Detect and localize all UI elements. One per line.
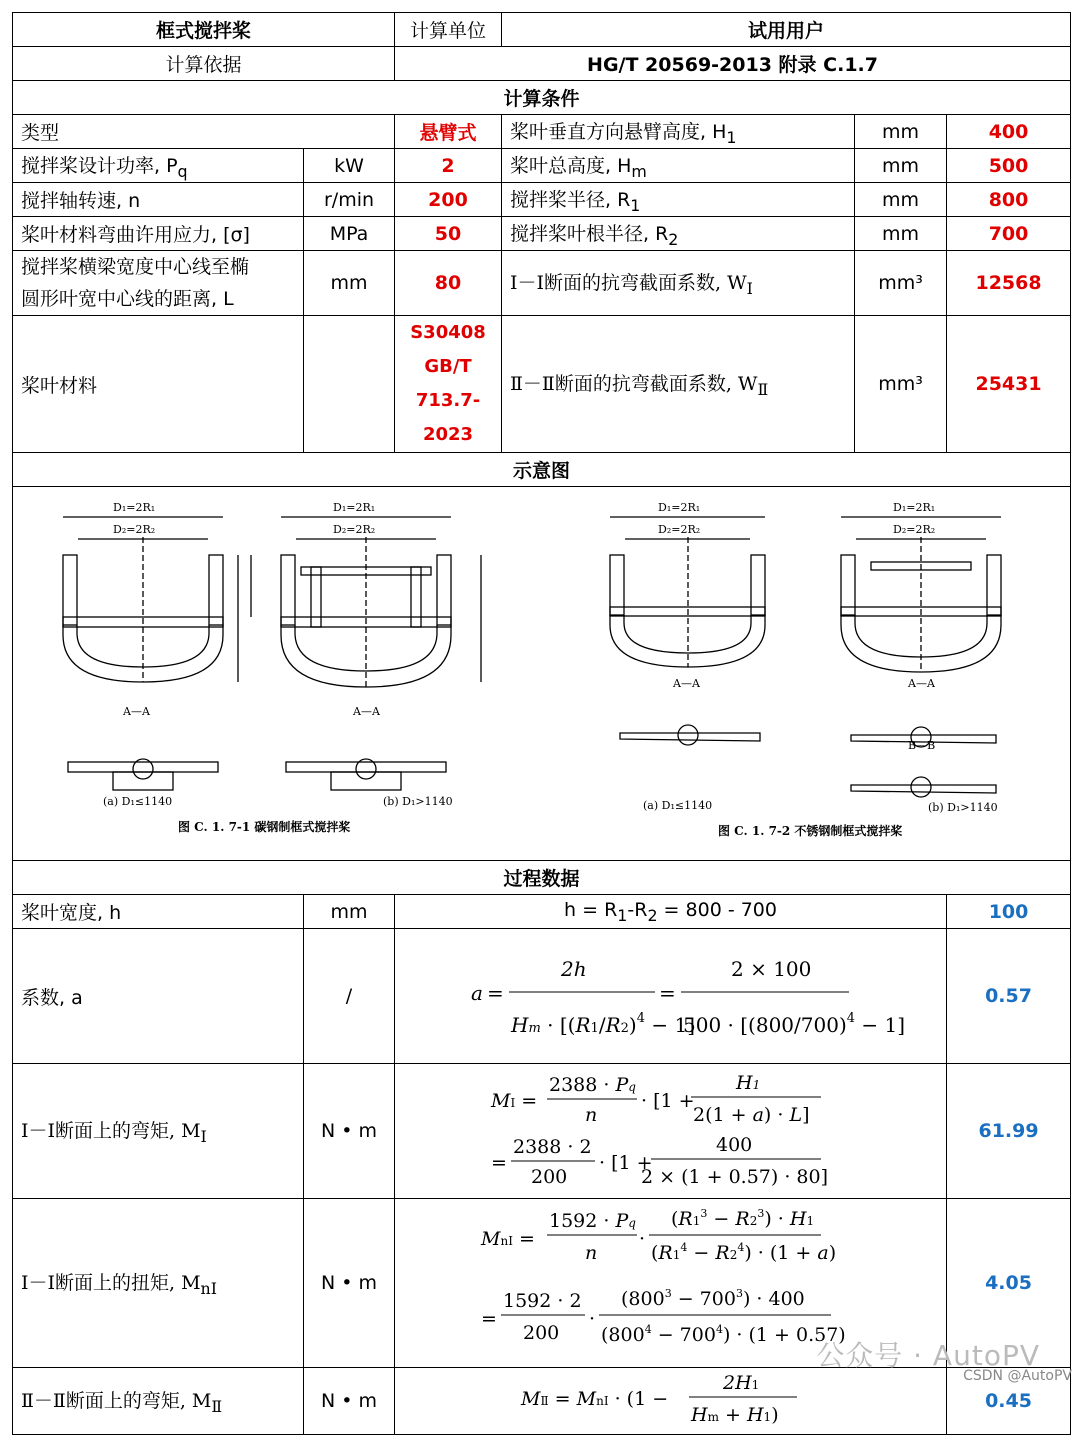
w1-value: 12568 <box>947 251 1071 316</box>
svg-text:(R13 − R23) · H1: $(R1^3 - R2^3) \cdot H1$ <box>670 1206 814 1230</box>
fig2a-aa: A—A <box>673 677 700 690</box>
svg-text:1592 · 2: 1592 · 2 <box>502 1289 582 1312</box>
stress-label: 桨叶材料弯曲许用应力, [σ] <box>13 217 304 251</box>
table-row <box>13 183 1071 217</box>
h1-unit: mm <box>855 115 947 149</box>
fig1b-d2: D₂=2R₂ <box>333 523 376 536</box>
section-conditions: 计算条件 <box>13 81 1071 115</box>
fig2b-aa: A—A <box>908 677 935 690</box>
material-unit <box>304 316 395 453</box>
m1-value: 61.99 <box>947 1064 1071 1199</box>
table-row <box>13 251 1071 316</box>
w2-label: Ⅱ－Ⅱ断面的抗弯截面系数, $W_Ⅱ$ <box>502 316 855 453</box>
coef-value: 0.57 <box>947 929 1071 1064</box>
w1-label: Ⅰ－Ⅰ断面的抗弯截面系数, $W_Ⅰ$ <box>502 251 855 316</box>
w2-value: 25431 <box>947 316 1071 453</box>
table-row <box>13 1368 1071 1435</box>
svg-text:(8004 − 7004) · (1 + 0.57): $(800^4 - 700^4) \cdot (1 + 0.57)$ <box>600 1322 846 1346</box>
r1-value: 800 <box>947 183 1071 217</box>
fig1b-d1: D₁=2R₁ <box>333 501 376 514</box>
speed-value: 200 <box>395 183 502 217</box>
svg-text:a: a <box>470 980 483 1005</box>
r2-unit: mm <box>855 217 947 251</box>
fig2a-d1: D₁=2R₁ <box>658 501 701 514</box>
paddle-drawing <box>13 487 1069 855</box>
dist-value: 80 <box>395 251 502 316</box>
stress-value: 50 <box>395 217 502 251</box>
hm-value: 500 <box>947 149 1071 183</box>
material-label: 桨叶材料 <box>13 316 304 453</box>
coef-equation <box>470 934 905 1054</box>
svg-text:·: · <box>588 1307 595 1330</box>
r1-label: 搅拌桨半径, $R_1$ <box>502 183 855 217</box>
fig1a-aa: A—A <box>123 705 150 718</box>
table-row <box>13 316 1071 453</box>
svg-text:500 · [(800/700)4 − 1]: $500 \cdot [(800/700)^4 - 1]$ <box>682 1010 905 1037</box>
m2-unit: N • m <box>304 1368 395 1435</box>
m2-value: 0.45 <box>947 1368 1071 1435</box>
figure-2b <box>841 517 1001 797</box>
mn-equation <box>481 1201 861 1361</box>
hm-unit: mm <box>855 149 947 183</box>
svg-text:400: 400 <box>715 1133 752 1156</box>
mn-label: Ⅰ－Ⅰ断面上的扭矩, $M_{nⅠ}$ <box>13 1199 304 1368</box>
svg-text:=: = <box>480 1307 497 1330</box>
basis-label: 计算依据 <box>13 47 395 81</box>
svg-text:1592 · Pq: 1592 · Pq <box>548 1209 636 1232</box>
fig2a-sub: (a) D₁≤1140 <box>643 799 713 812</box>
fig2b-sub: (b) D₁>1140 <box>928 801 998 814</box>
svg-text:(8003 − 7003) · 400: $(800^3 - 700^3) \cdot 400$ <box>620 1286 805 1310</box>
m1-equation <box>491 1067 851 1191</box>
section-process: 过程数据 <box>13 861 1071 895</box>
svg-text:· [1 +: · [1 + <box>598 1151 653 1174</box>
m1-label: Ⅰ－Ⅰ断面上的弯矩, $M_Ⅰ$ <box>13 1064 304 1199</box>
svg-text:(R14 − R24) · (1 + a): $(R1^4 - R2^4) \cdot (1 + a)$ <box>650 1240 836 1264</box>
dist-unit: mm <box>304 251 395 316</box>
figure-1a <box>63 517 251 790</box>
m1-unit: N • m <box>304 1064 395 1199</box>
fig1b-sub: (b) D₁>1140 <box>383 795 453 808</box>
svg-text:n: n <box>584 1103 597 1126</box>
svg-text:2388 · 2: 2388 · 2 <box>512 1135 592 1158</box>
power-value: 2 <box>395 149 502 183</box>
fig1a-d2: D₂=2R₂ <box>113 523 156 536</box>
r2-value: 700 <box>947 217 1071 251</box>
svg-text:MnⅠ =: MnⅠ = <box>480 1227 535 1250</box>
h1-value: 400 <box>947 115 1071 149</box>
watermark-csdn: CSDN @AutoPV <box>963 1368 1072 1384</box>
svg-text:2 × 100: 2 × 100 <box>730 956 811 981</box>
svg-text:· [1 +: · [1 + <box>640 1089 695 1112</box>
width-label: 桨叶宽度, h <box>13 895 304 929</box>
svg-text:MⅠ =: MⅠ = <box>490 1089 537 1112</box>
m2-formula <box>395 1368 947 1435</box>
figure-2a <box>610 517 765 745</box>
sheet-title: 框式搅拌桨 <box>13 13 395 47</box>
svg-text:·: · <box>638 1227 645 1250</box>
calc-table <box>12 12 1071 1435</box>
fig2b-d2: D₂=2R₂ <box>893 523 936 536</box>
hm-label: 桨叶总高度, $H_m$ <box>502 149 855 183</box>
fig1a-d1: D₁=2R₁ <box>113 501 156 514</box>
coef-label: 系数, a <box>13 929 304 1064</box>
w1-unit: mm³ <box>855 251 947 316</box>
svg-text:200: 200 <box>522 1321 559 1344</box>
svg-text:2H1: 2H1 <box>722 1371 759 1394</box>
svg-text:MⅡ = MnⅠ · (1 −: MⅡ = MnⅠ · (1 − <box>520 1387 668 1410</box>
material-value: S30408 GB/T 713.7-2023 <box>395 316 502 453</box>
power-label: 搅拌桨设计功率, $P_q$ <box>13 149 304 183</box>
user-label: 试用用户 <box>502 13 1071 47</box>
section-diagram: 示意图 <box>13 453 1071 487</box>
calc-sheet <box>12 12 1070 1435</box>
m2-equation <box>521 1369 821 1429</box>
speed-unit: r/min <box>304 183 395 217</box>
svg-text:n: n <box>584 1241 597 1264</box>
w2-unit: mm³ <box>855 316 947 453</box>
width-formula: $h = R_1-R_2 = 800 - 700$ <box>395 895 947 929</box>
svg-text:2388 · Pq: 2388 · Pq <box>548 1073 636 1096</box>
r2-label: 搅拌桨叶根半径, $R_2$ <box>502 217 855 251</box>
table-row <box>13 115 1071 149</box>
svg-text:=: = <box>658 980 676 1005</box>
m2-label: Ⅱ－Ⅱ断面上的弯矩, $M_Ⅱ$ <box>13 1368 304 1435</box>
svg-text:Hm · [(R1/R2)4 − 1]: $Hm \cdot [(R1/R2)^4 - 1]$ <box>510 1010 695 1037</box>
table-row <box>13 1064 1071 1199</box>
svg-text:H1: H1 <box>735 1071 760 1094</box>
mn-value: 4.05 <box>947 1199 1071 1368</box>
fig1a-sub: (a) D₁≤1140 <box>103 795 173 808</box>
mn-unit: N • m <box>304 1199 395 1368</box>
watermark: 公众号 · AutoPV <box>816 1339 1040 1372</box>
speed-label: 搅拌轴转速, n <box>13 183 304 217</box>
fig2b-bb: B—B <box>908 739 936 752</box>
fig2a-d2: D₂=2R₂ <box>658 523 701 536</box>
svg-text:200: 200 <box>530 1165 567 1188</box>
r1-unit: mm <box>855 183 947 217</box>
figure-1b <box>281 517 481 790</box>
table-row <box>13 895 1071 929</box>
unit-label: 计算单位 <box>395 13 502 47</box>
type-value: 悬臂式 <box>395 115 502 149</box>
svg-text:2(1 + a) · L]: 2(1 + a) · L] <box>692 1103 810 1126</box>
svg-text:=: = <box>486 980 504 1005</box>
table-row <box>13 217 1071 251</box>
caption-1: 图 C. 1. 7-1 碳钢制框式搅拌桨 <box>178 820 351 834</box>
svg-text:2h: 2h <box>560 956 587 981</box>
fig1b-aa: A—A <box>353 705 380 718</box>
svg-text:=: = <box>490 1151 507 1174</box>
table-row <box>13 149 1071 183</box>
fig2b-d1: D₁=2R₁ <box>893 501 936 514</box>
dist-label: 搅拌桨横梁宽度中心线至椭 圆形叶宽中心线的距离, L <box>13 251 304 316</box>
basis-value: HG/T 20569-2013 附录 C.1.7 <box>395 47 1071 81</box>
h1-label: 桨叶垂直方向悬臂高度, $H_1$ <box>502 115 855 149</box>
svg-text:2 × (1 + 0.57) · 80]: 2 × (1 + 0.57) · 80] <box>640 1165 828 1188</box>
stress-unit: MPa <box>304 217 395 251</box>
type-label: 类型 <box>13 115 395 149</box>
m1-formula <box>395 1064 947 1199</box>
power-unit: kW <box>304 149 395 183</box>
width-unit: mm <box>304 895 395 929</box>
svg-text:Hm + H1): Hm + H1) <box>690 1403 779 1426</box>
paddle-figure <box>13 487 1071 861</box>
caption-2: 图 C. 1. 7-2 不锈钢制框式搅拌桨 <box>718 824 903 838</box>
table-row <box>13 929 1071 1064</box>
coef-formula <box>395 929 947 1064</box>
coef-unit: / <box>304 929 395 1064</box>
width-value: 100 <box>947 895 1071 929</box>
